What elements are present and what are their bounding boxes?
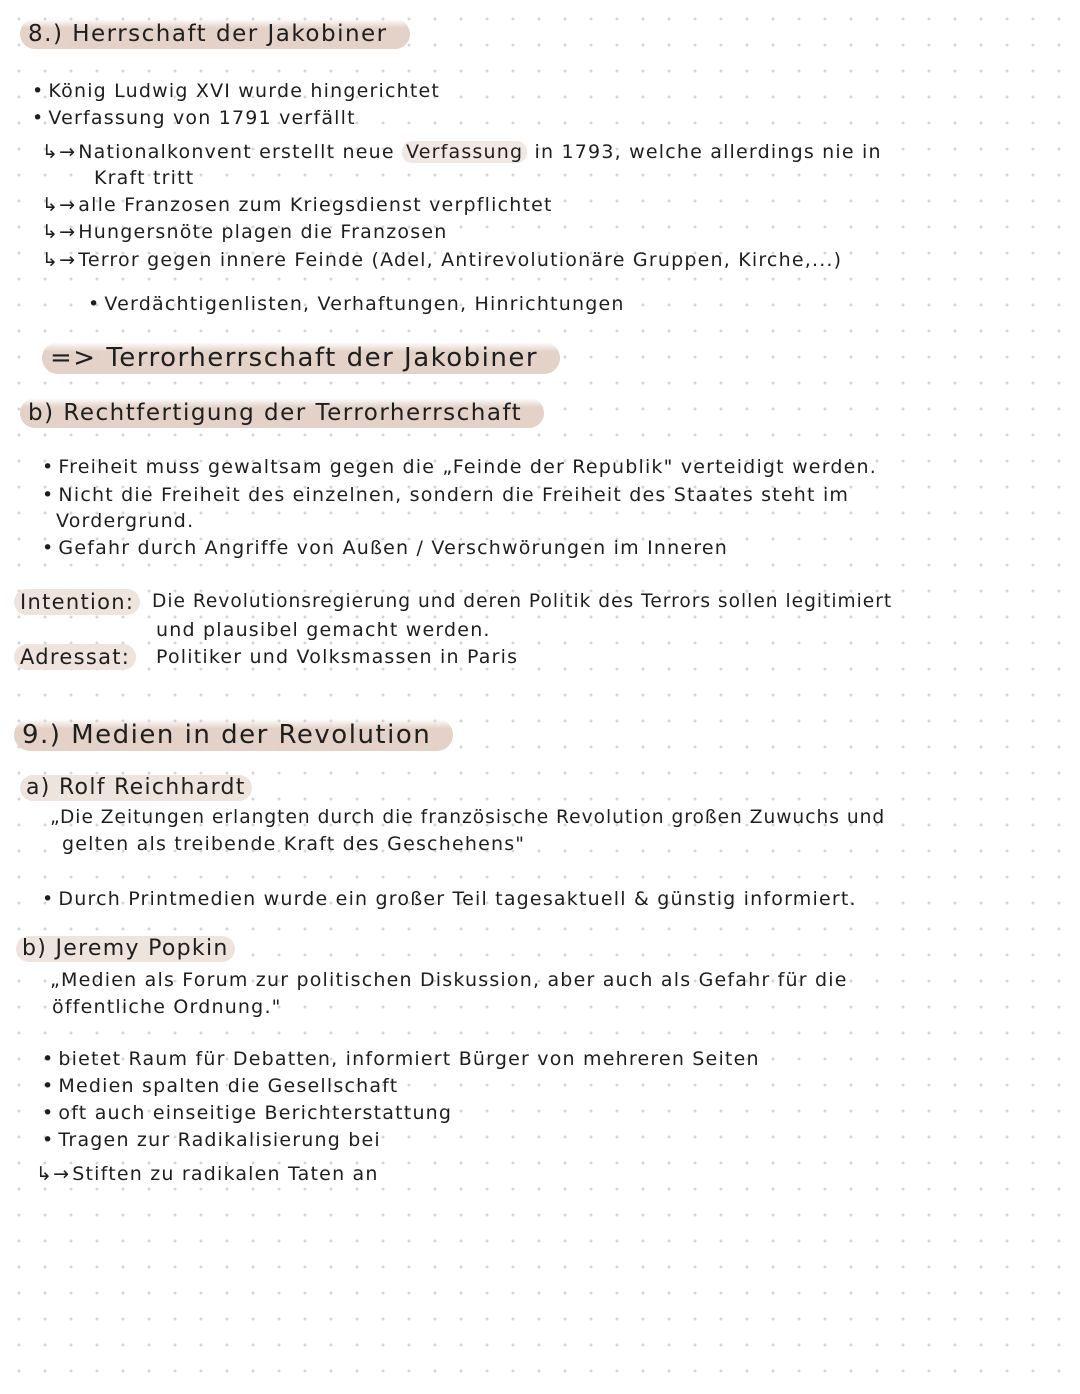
s8-arrow-1-continuation: Kraft tritt [94,167,195,189]
s9b-bullet-1-text: bietet Raum für Debatten, informiert Bürger von mehreren Seiten [58,1048,760,1070]
arrow-icon: ↳→ [42,141,77,163]
sb-bullet-2-text: Nicht die Freiheit des einzelnen, sondern die Freiheit des Staates steht im [58,484,850,506]
s8-arrow-3-text: Hungersnöte plagen die Franzosen [78,221,448,243]
sb-bullet-1 [42,455,877,479]
s9b-heading: b) Jeremy Popkin [16,936,235,962]
s8-arrow-1-text-b: in 1793, welche allerdings nie in [527,141,882,163]
s9b-bullet-1 [42,1047,760,1071]
s8-arrow-item-3 [42,220,447,244]
s8-arrow-4-text: Terror gegen innere Feinde (Adel, Antirevolutionäre Gruppen, Kirche,...) [78,249,843,271]
intention-label: Intention: [14,589,140,615]
s9b-arrow-item [36,1162,379,1186]
s9a-bullet [42,887,857,911]
s9b-bullet-3-text: oft auch einseitige Berichterstattung [58,1102,453,1124]
s8-arrow-item-2 [42,193,553,217]
section-8-heading: 8.) Herrschaft der Jakobiner [20,19,410,49]
sb-bullet-2 [42,483,849,507]
s8-arrow-1-highlight: Verfassung [402,141,527,163]
s9b-arrow-text: Stiften zu radikalen Taten an [72,1163,379,1185]
sb-bullet-1-text: Freiheit muss gewaltsam gegen die „Feinde der Republik" verteidigt werden. [58,456,878,478]
s8-sub-bullet-text: Verdächtigenlisten, Verhaftungen, Hinrichtungen [104,293,625,315]
section-9-heading: 9.) Medien in der Revolution [14,719,453,751]
s9b-quote-line-2: öffentliche Ordnung." [52,996,282,1018]
s9a-heading: a) Rolf Reichhardt [20,775,252,801]
s9a-bullet-text: Durch Printmedien wurde ein großer Teil tagesaktuell & günstig informiert. [58,888,857,910]
arrow-icon: ↳→ [42,194,77,216]
s8-bullet-1 [32,79,440,103]
s9b-bullet-2-text: Medien spalten die Gesellschaft [58,1075,399,1097]
sb-bullet-2-continuation: Vordergrund. [56,510,195,532]
s9b-bullet-4-text: Tragen zur Radikalisierung bei [58,1129,381,1151]
adressat-label: Adressat: [14,644,136,670]
arrow-icon: ↳→ [36,1163,71,1185]
s8-bullet-2-text: Verfassung von 1791 verfällt [48,107,356,129]
s8-arrow-2-text: alle Franzosen zum Kriegsdienst verpflichtet [78,194,553,216]
s9b-bullet-4 [42,1128,381,1152]
sb-bullet-3-text: Gefahr durch Angriffe von Außen / Verschwörungen im Inneren [58,537,728,559]
s8-arrow-item-1 [42,140,882,164]
intention-text: Die Revolutionsregierung und deren Politik des Terrors sollen legitimiert [152,591,893,612]
s8-arrow-item-4 [42,248,842,272]
s8-arrow-1-text-a: Nationalkonvent erstellt neue [78,141,402,163]
s8-bullet-1-text: König Ludwig XVI wurde hingerichtet [48,80,441,102]
sb-bullet-3 [42,536,728,560]
s9a-quote-line-2: gelten als treibende Kraft des Geschehens" [62,833,526,855]
arrow-icon: ↳→ [42,249,77,271]
adressat-text: Politiker und Volksmassen in Paris [156,646,519,668]
s9b-bullet-3 [42,1101,452,1125]
s8-conclusion: => Terrorherrschaft der Jakobiner [42,342,560,374]
arrow-icon: ↳→ [42,221,77,243]
s9b-quote-line-1: „Medien als Forum zur politischen Diskussion, aber auch als Gefahr für die [50,969,848,991]
s8-bullet-2 [32,106,356,130]
s9b-bullet-2 [42,1074,398,1098]
s8-sub-bullet [88,292,625,316]
s9a-quote-line-1: „Die Zeitungen erlangten durch die französische Revolution großen Zuwuchs und [50,807,886,828]
intention-continuation: und plausibel gemacht werden. [156,619,491,641]
section-b-heading: b) Rechtfertigung der Terrorherrschaft [20,398,544,428]
